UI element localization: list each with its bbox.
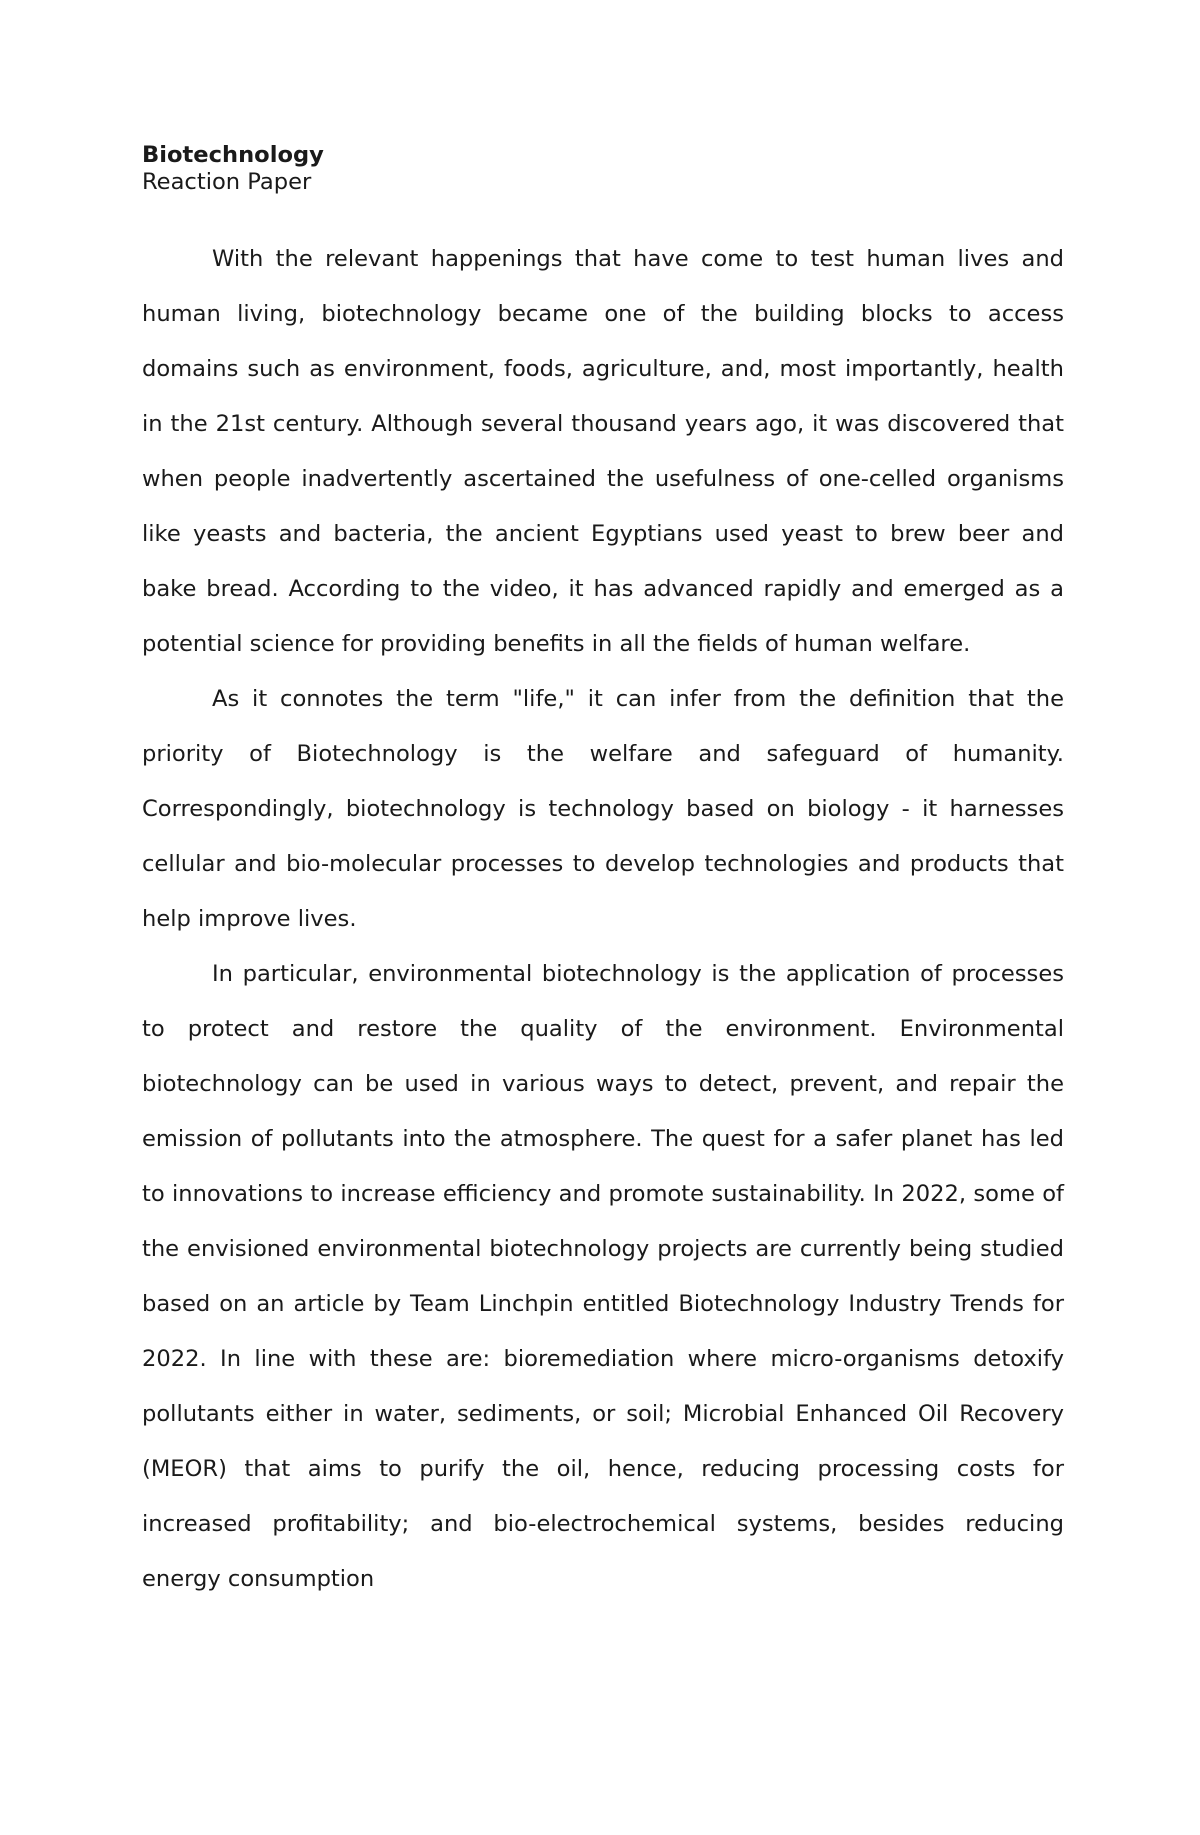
document-content — [142, 138, 1064, 1607]
document-title: Biotechnology — [142, 142, 324, 168]
paragraph-environmental: In particular, environmental biotechnology is the application of processes to protect and restore the quality of the environment. Environmental biotechnology can be used in various ways to detect, prevent, and repair the emission of pollutants into the atmosphere. The quest for a safer planet has led to innovations to increase efficiency and promote sustainability. In 2022, some of the envisioned environmental biotechnology projects are currently being studied based on an article by Team Linchpin entitled Biotechnology Industry Trends for 2022. In line with these are: bioremediation where micro-organisms detoxify pollutants either in water, sediments, or soil; Microbial Enhanced Oil Recovery (MEOR) that aims to purify the oil, hence, reducing processing costs for increased profitability; and bio-electrochemical systems, besides reducing energy consumption — [142, 961, 1064, 1592]
paragraph-intro: With the relevant happenings that have come to test human lives and human living, biotechnology became one of the building blocks to access domains such as environment, foods, agriculture, and, most importantly, health in the 21st century. Although several thousand years ago, it was discovered that when people inadvertently ascertained the usefulness of one-celled organisms like yeasts and bacteria, the ancient Egyptians used yeast to brew beer and bake bread. According to the video, it has advanced rapidly and emerged as a potential science for providing benefits in all the fields of human welfare. — [142, 246, 1064, 657]
document-subtitle: Reaction Paper — [142, 169, 312, 195]
document-body — [142, 232, 1064, 1607]
paragraph-definition: As it connotes the term "life," it can infer from the definition that the priority of Biotechnology is the welfare and safeguard of humanity. Correspondingly, biotechnology is technology based on biology - it harnesses cellular and bio-molecular processes to develop technologies and products that help improve lives. — [142, 686, 1064, 932]
